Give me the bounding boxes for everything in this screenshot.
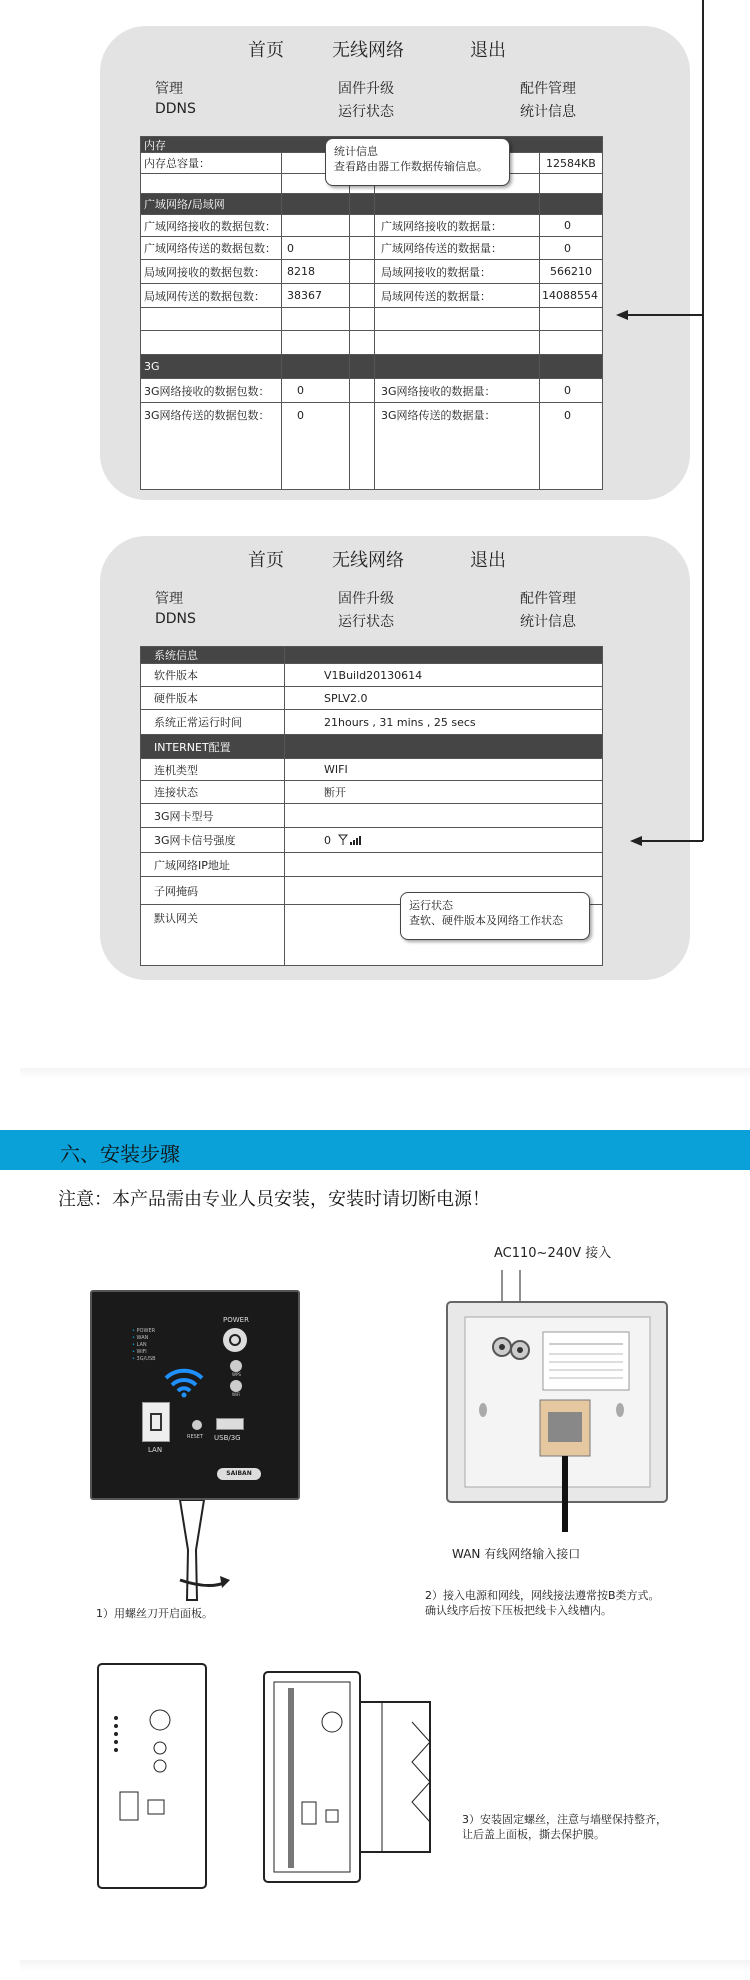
callout-title: 运行状态 [409,899,453,912]
row-value: 0 [324,833,331,847]
section-title: 广域网络/局域网 [144,198,225,211]
row-value: 0 [297,408,304,422]
power-label: POWER [223,1316,249,1324]
section-header-bar [0,1130,750,1170]
row-value [284,215,334,236]
menu-ddns[interactable]: DDNS [155,101,196,117]
nav-wireless[interactable]: 无线网络 [332,550,404,571]
separator [20,1068,750,1078]
row-label: 软件版本 [154,669,198,682]
side-assembly-drawing [262,1662,432,1892]
row-label: 3G网络接收的数据量： [381,384,496,398]
wps-label: WPS [232,1372,241,1377]
row-label: 硬件版本 [154,692,198,705]
nav-home[interactable]: 首页 [248,40,284,61]
table-row [141,260,602,284]
top-nav [100,546,690,572]
menu-accessory[interactable]: 配件管理 [520,591,576,607]
row-value: 566210 [550,265,592,278]
row-label: 连机类型 [154,763,198,777]
menu-status[interactable]: 运行状态 [338,614,394,630]
row-value: SPLV2.0 [324,691,368,705]
menu-manage[interactable]: 管理 [155,81,183,97]
row-label: 子网掩码 [154,884,198,898]
connector-arrows [610,0,750,850]
row-value: 0 [297,384,304,397]
mem-label: 内存总容量： [144,157,210,170]
callout-text: 查软、硬件版本及网络工作状态 [409,914,563,927]
table-row [141,853,602,877]
wifi-label: WiFi [232,1392,241,1397]
table-row [141,710,602,735]
row-label: 广域网络接收的数据包数： [144,219,276,233]
device-front [90,1290,300,1500]
wifi-icon [162,1366,206,1398]
table-row [141,308,602,331]
row-label: 局域网接收的数据包数： [144,265,265,279]
table-row [141,804,602,828]
row-label: 局域网传送的数据量： [381,289,491,303]
separator [20,1960,750,1972]
wan-label: WAN 有线网络输入接口 [452,1547,581,1561]
faceplate-drawing [96,1662,208,1892]
menu-status[interactable]: 运行状态 [338,104,394,120]
status-callout [400,892,590,940]
step-2-caption: 2）接入电源和网线，网线接法遵常按B类方式。 确认线序后按下压板把线卡入线槽内。 [425,1589,660,1617]
row-value [321,853,471,876]
arrow-left-icon [630,836,642,846]
row-label: 连接状态 [154,786,198,799]
menu-firmware[interactable]: 固件升级 [338,591,394,607]
row-label: 3G网卡型号 [154,809,214,823]
row-label: 系统正常运行时间 [154,716,242,729]
table-row [141,403,602,491]
row-value: V1Build20130614 [324,668,423,682]
table-row [141,284,602,308]
nav-logout[interactable]: 退出 [470,40,506,61]
power-button[interactable] [223,1328,247,1352]
row-label: 广域网络传送的数据量： [381,242,502,255]
stats-table [140,136,603,490]
nav-wireless[interactable]: 无线网络 [332,40,404,61]
row-value: 0 [564,384,571,397]
top-nav [100,36,690,62]
row-value: 0 [287,241,294,255]
wifi-button[interactable] [230,1380,242,1392]
lan-port[interactable] [142,1402,170,1442]
row-value: 断开 [324,786,346,799]
device-back [445,1262,670,1532]
signal-icon [337,828,377,852]
row-label: 3G网卡信号强度 [154,834,236,847]
row-value: 0 [564,219,571,232]
table-row [141,687,602,710]
table-row [141,237,602,260]
table-row [141,664,602,687]
row-value: 14088554 [542,289,598,302]
row-label: 3G网络接收的数据包数： [144,384,270,398]
table-row [141,215,602,237]
reset-button[interactable] [192,1420,202,1430]
row-label: 默认网关 [154,912,198,925]
table-row [141,331,602,355]
brand-logo: SAIBAN [217,1468,261,1480]
row-value: 0 [564,408,571,422]
section-header-internet [141,735,602,759]
callout-text: 查看路由器工作数据传输信息。 [334,160,488,173]
status-panel [100,536,690,980]
row-value: 38367 [287,289,322,302]
table-row [141,781,602,804]
row-value [321,804,471,827]
menu-stats[interactable]: 统计信息 [520,104,576,120]
step-1-caption: 1）用螺丝刀开启面板。 [96,1607,213,1620]
stats-panel [100,26,690,500]
usb-label: USB/3G [214,1434,241,1442]
row-label: 3G网络传送的数据包数： [144,409,270,422]
row-label: 广域网络IP地址 [154,858,230,872]
section-title: INTERNET配置 [154,740,231,754]
row-label: 广域网络接收的数据量： [381,219,502,233]
stats-callout [325,138,510,186]
table-row [141,828,602,853]
menu-firmware[interactable]: 固件升级 [338,81,394,97]
led-list: • POWER • WAN • LAN • WiFi • 3G/USB [132,1328,156,1362]
menu-ddns[interactable]: DDNS [155,611,196,627]
menu-manage[interactable]: 管理 [155,591,183,607]
table-row [141,759,602,781]
nav-logout[interactable]: 退出 [470,550,506,571]
mem-value: 12584KB [546,156,596,170]
row-value: 21hours , 31 mins , 25 secs [324,715,476,729]
section-header-system [141,647,602,664]
section-title: 系统信息 [154,649,198,662]
row-value: 0 [564,241,571,255]
section-header-3g [141,355,602,379]
row-value: WIFI [324,763,348,776]
section-header-wan [141,194,602,215]
nav-home[interactable]: 首页 [248,550,284,571]
usb-port[interactable] [216,1418,244,1430]
row-label: 局域网接收的数据量： [381,265,491,279]
reset-label: RESET [187,1434,204,1440]
menu-accessory[interactable]: 配件管理 [520,81,576,97]
wps-button[interactable] [230,1360,242,1372]
menu-stats[interactable]: 统计信息 [520,614,576,630]
section-title: 内存 [144,138,166,152]
ac-label: AC110~240V 接入 [494,1246,612,1261]
section-title: 3G [144,360,160,373]
step-3-caption: 3）安装固定螺丝，注意与墙壁保持整齐， 让后盖上面板，撕去保护膜。 [462,1813,667,1841]
row-label: 3G网络传送的数据量： [381,409,496,422]
table-row [141,379,602,403]
arrow-left-icon [616,310,628,320]
row-label: 局域网传送的数据包数： [144,289,265,303]
row-label: 广域网络传送的数据包数： [144,242,276,255]
section-title: 六、安装步骤 [60,1142,180,1166]
install-notice: 注意：本产品需由专业人员安装，安装时请切断电源！ [58,1189,490,1210]
lan-label: LAN [148,1446,163,1454]
row-value: 8218 [287,265,315,278]
screwdriver-icon [160,1500,240,1610]
callout-title: 统计信息 [334,145,378,158]
